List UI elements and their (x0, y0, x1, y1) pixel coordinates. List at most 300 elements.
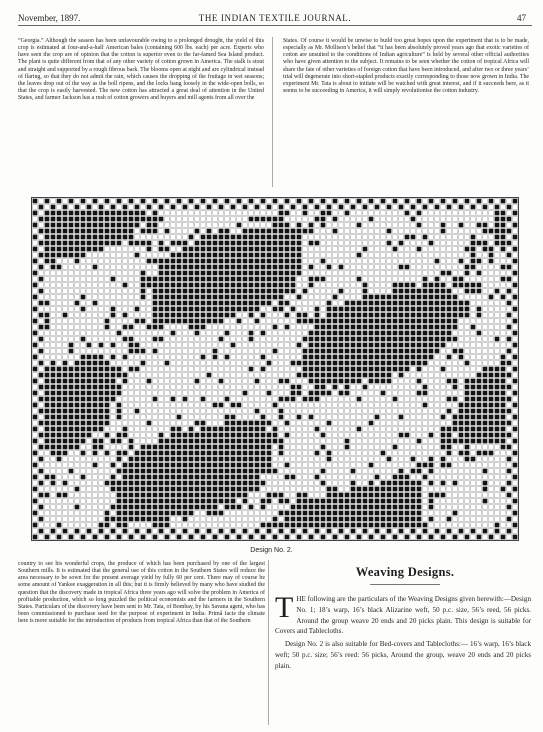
grid-cell (63, 499, 68, 504)
grid-cell (351, 463, 356, 468)
grid-cell (333, 379, 338, 384)
grid-cell (369, 499, 374, 504)
grid-cell (429, 217, 434, 222)
grid-cell (381, 313, 386, 318)
grid-cell (477, 235, 482, 240)
grid-cell (225, 343, 230, 348)
grid-cell (357, 235, 362, 240)
grid-cell (165, 391, 170, 396)
grid-cell (477, 205, 482, 210)
grid-cell (51, 469, 56, 474)
grid-cell (33, 433, 38, 438)
grid-cell (201, 367, 206, 372)
grid-cell (141, 457, 146, 462)
grid-cell (279, 295, 284, 300)
grid-cell (171, 253, 176, 258)
grid-cell (189, 241, 194, 246)
grid-cell (183, 217, 188, 222)
grid-cell (45, 265, 50, 270)
grid-cell (405, 385, 410, 390)
grid-cell (345, 337, 350, 342)
grid-cell (261, 529, 266, 534)
grid-cell (327, 211, 332, 216)
grid-cell (363, 481, 368, 486)
grid-cell (495, 505, 500, 510)
grid-cell (135, 391, 140, 396)
grid-cell (501, 517, 506, 522)
grid-cell (75, 535, 80, 540)
grid-cell (441, 289, 446, 294)
grid-cell (231, 475, 236, 480)
grid-cell (261, 517, 266, 522)
grid-cell (501, 289, 506, 294)
grid-cell (195, 367, 200, 372)
grid-cell (327, 253, 332, 258)
grid-cell (249, 487, 254, 492)
grid-cell (417, 499, 422, 504)
grid-cell (153, 517, 158, 522)
grid-cell (213, 475, 218, 480)
grid-cell (45, 391, 50, 396)
grid-cell (147, 415, 152, 420)
grid-cell (453, 283, 458, 288)
grid-cell (309, 475, 314, 480)
grid-cell (417, 427, 422, 432)
grid-cell (435, 253, 440, 258)
grid-cell (513, 301, 518, 306)
grid-cell (297, 457, 302, 462)
grid-cell (93, 445, 98, 450)
grid-cell (351, 217, 356, 222)
grid-cell (465, 265, 470, 270)
grid-cell (207, 301, 212, 306)
grid-cell (447, 211, 452, 216)
grid-cell (279, 373, 284, 378)
grid-cell (165, 325, 170, 330)
grid-cell (447, 199, 452, 204)
grid-cell (99, 337, 104, 342)
grid-cell (411, 523, 416, 528)
grid-cell (351, 349, 356, 354)
grid-cell (105, 481, 110, 486)
grid-cell (435, 451, 440, 456)
grid-cell (501, 385, 506, 390)
grid-cell (207, 391, 212, 396)
grid-cell (123, 265, 128, 270)
grid-cell (315, 403, 320, 408)
grid-cell (441, 211, 446, 216)
grid-cell (399, 493, 404, 498)
grid-cell (213, 493, 218, 498)
grid-cell (93, 253, 98, 258)
grid-cell (219, 529, 224, 534)
grid-cell (99, 283, 104, 288)
grid-cell (465, 529, 470, 534)
grid-cell (81, 385, 86, 390)
grid-cell (303, 499, 308, 504)
grid-cell (237, 493, 242, 498)
grid-cell (363, 259, 368, 264)
grid-cell (57, 391, 62, 396)
grid-cell (75, 397, 80, 402)
grid-cell (123, 217, 128, 222)
grid-cell (183, 391, 188, 396)
grid-cell (81, 355, 86, 360)
grid-cell (123, 403, 128, 408)
grid-cell (63, 427, 68, 432)
grid-cell (33, 325, 38, 330)
grid-cell (345, 379, 350, 384)
grid-cell (375, 367, 380, 372)
grid-cell (441, 421, 446, 426)
grid-cell (147, 235, 152, 240)
grid-cell (279, 379, 284, 384)
grid-cell (153, 433, 158, 438)
grid-cell (333, 295, 338, 300)
grid-cell (57, 259, 62, 264)
grid-cell (357, 307, 362, 312)
grid-cell (267, 211, 272, 216)
grid-cell (93, 493, 98, 498)
grid-cell (147, 211, 152, 216)
grid-cell (171, 277, 176, 282)
grid-cell (405, 475, 410, 480)
grid-cell (165, 349, 170, 354)
grid-cell (207, 409, 212, 414)
grid-cell (453, 445, 458, 450)
grid-cell (387, 391, 392, 396)
grid-cell (261, 385, 266, 390)
grid-cell (513, 271, 518, 276)
grid-cell (423, 511, 428, 516)
grid-cell (45, 433, 50, 438)
grid-cell (189, 271, 194, 276)
grid-cell (423, 463, 428, 468)
grid-cell (459, 469, 464, 474)
grid-cell (93, 367, 98, 372)
grid-cell (213, 295, 218, 300)
grid-cell (279, 367, 284, 372)
grid-cell (243, 493, 248, 498)
grid-cell (231, 391, 236, 396)
grid-cell (297, 523, 302, 528)
grid-cell (225, 205, 230, 210)
grid-cell (75, 205, 80, 210)
grid-cell (45, 331, 50, 336)
grid-cell (129, 313, 134, 318)
grid-cell (327, 289, 332, 294)
grid-cell (105, 397, 110, 402)
grid-cell (207, 529, 212, 534)
grid-cell (201, 427, 206, 432)
grid-cell (477, 211, 482, 216)
grid-cell (297, 313, 302, 318)
grid-cell (57, 445, 62, 450)
grid-cell (447, 493, 452, 498)
grid-cell (207, 457, 212, 462)
grid-cell (405, 337, 410, 342)
grid-cell (363, 535, 368, 540)
grid-cell (123, 457, 128, 462)
grid-cell (117, 505, 122, 510)
grid-cell (237, 451, 242, 456)
grid-cell (105, 409, 110, 414)
grid-cell (381, 523, 386, 528)
grid-cell (483, 301, 488, 306)
grid-cell (57, 235, 62, 240)
grid-cell (339, 229, 344, 234)
grid-cell (369, 403, 374, 408)
grid-cell (357, 223, 362, 228)
grid-cell (159, 211, 164, 216)
grid-cell (183, 271, 188, 276)
grid-cell (159, 535, 164, 540)
grid-cell (321, 421, 326, 426)
grid-cell (429, 337, 434, 342)
grid-cell (225, 211, 230, 216)
grid-cell (357, 361, 362, 366)
grid-cell (327, 319, 332, 324)
grid-cell (159, 301, 164, 306)
grid-cell (321, 523, 326, 528)
grid-cell (51, 427, 56, 432)
grid-cell (267, 217, 272, 222)
grid-cell (237, 325, 242, 330)
grid-cell (363, 469, 368, 474)
grid-cell (63, 415, 68, 420)
grid-cell (141, 205, 146, 210)
grid-cell (429, 421, 434, 426)
grid-cell (279, 217, 284, 222)
grid-cell (315, 247, 320, 252)
grid-cell (267, 457, 272, 462)
grid-cell (363, 301, 368, 306)
grid-cell (297, 421, 302, 426)
grid-cell (417, 223, 422, 228)
grid-cell (441, 331, 446, 336)
grid-cell (465, 325, 470, 330)
grid-cell (423, 325, 428, 330)
grid-cell (129, 385, 134, 390)
grid-cell (393, 247, 398, 252)
grid-cell (177, 283, 182, 288)
grid-cell (201, 475, 206, 480)
grid-cell (351, 499, 356, 504)
grid-cell (375, 427, 380, 432)
grid-cell (51, 199, 56, 204)
grid-cell (417, 385, 422, 390)
grid-cell (327, 523, 332, 528)
grid-cell (171, 355, 176, 360)
grid-cell (321, 487, 326, 492)
grid-cell (159, 325, 164, 330)
grid-cell (57, 511, 62, 516)
grid-cell (135, 361, 140, 366)
grid-cell (495, 457, 500, 462)
grid-cell (495, 379, 500, 384)
grid-cell (183, 337, 188, 342)
grid-cell (447, 487, 452, 492)
grid-cell (465, 445, 470, 450)
grid-cell (513, 355, 518, 360)
grid-cell (411, 493, 416, 498)
grid-cell (207, 307, 212, 312)
grid-cell (369, 211, 374, 216)
grid-cell (213, 229, 218, 234)
grid-cell (279, 535, 284, 540)
grid-cell (255, 373, 260, 378)
grid-cell (165, 517, 170, 522)
grid-cell (483, 451, 488, 456)
grid-cell (33, 319, 38, 324)
grid-cell (45, 535, 50, 540)
grid-cell (315, 217, 320, 222)
grid-cell (507, 427, 512, 432)
grid-cell (225, 457, 230, 462)
grid-cell (135, 313, 140, 318)
grid-cell (93, 313, 98, 318)
grid-cell (273, 415, 278, 420)
grid-cell (297, 511, 302, 516)
grid-cell (213, 319, 218, 324)
grid-cell (231, 313, 236, 318)
grid-cell (171, 247, 176, 252)
grid-cell (117, 295, 122, 300)
grid-cell (165, 397, 170, 402)
grid-cell (273, 331, 278, 336)
grid-cell (87, 379, 92, 384)
grid-cell (387, 223, 392, 228)
grid-cell (501, 331, 506, 336)
grid-cell (57, 505, 62, 510)
grid-cell (279, 277, 284, 282)
grid-cell (405, 391, 410, 396)
grid-cell (435, 229, 440, 234)
grid-cell (87, 301, 92, 306)
grid-cell (153, 205, 158, 210)
grid-cell (387, 271, 392, 276)
grid-cell (201, 271, 206, 276)
grid-cell (459, 439, 464, 444)
grid-cell (57, 217, 62, 222)
grid-cell (357, 439, 362, 444)
grid-cell (423, 223, 428, 228)
grid-cell (399, 217, 404, 222)
grid-cell (249, 499, 254, 504)
grid-cell (321, 271, 326, 276)
grid-cell (213, 463, 218, 468)
grid-cell (471, 337, 476, 342)
grid-cell (135, 283, 140, 288)
grid-cell (207, 319, 212, 324)
grid-cell (93, 529, 98, 534)
grid-cell (357, 211, 362, 216)
grid-cell (105, 463, 110, 468)
grid-cell (225, 385, 230, 390)
grid-cell (213, 487, 218, 492)
grid-cell (297, 229, 302, 234)
grid-cell (369, 283, 374, 288)
grid-cell (273, 391, 278, 396)
grid-cell (369, 481, 374, 486)
grid-cell (279, 301, 284, 306)
grid-cell (51, 439, 56, 444)
grid-cell (189, 349, 194, 354)
grid-cell (135, 397, 140, 402)
grid-cell (159, 469, 164, 474)
grid-cell (171, 229, 176, 234)
grid-cell (45, 229, 50, 234)
grid-cell (279, 289, 284, 294)
grid-cell (501, 373, 506, 378)
grid-cell (435, 247, 440, 252)
grid-cell (207, 373, 212, 378)
grid-cell (225, 439, 230, 444)
grid-cell (303, 349, 308, 354)
grid-cell (465, 307, 470, 312)
grid-cell (453, 277, 458, 282)
grid-cell (513, 325, 518, 330)
grid-cell (279, 205, 284, 210)
grid-cell (171, 529, 176, 534)
grid-cell (243, 211, 248, 216)
grid-cell (333, 325, 338, 330)
grid-cell (393, 313, 398, 318)
grid-cell (351, 319, 356, 324)
grid-cell (435, 325, 440, 330)
grid-cell (111, 505, 116, 510)
grid-cell (249, 301, 254, 306)
grid-cell (435, 289, 440, 294)
grid-cell (357, 505, 362, 510)
grid-cell (63, 343, 68, 348)
grid-cell (333, 481, 338, 486)
grid-cell (267, 367, 272, 372)
grid-cell (375, 457, 380, 462)
grid-cell (405, 505, 410, 510)
grid-cell (111, 229, 116, 234)
grid-cell (303, 253, 308, 258)
grid-cell (267, 265, 272, 270)
grid-cell (105, 433, 110, 438)
grid-cell (207, 259, 212, 264)
grid-cell (135, 271, 140, 276)
grid-cell (291, 505, 296, 510)
grid-cell (465, 415, 470, 420)
grid-cell (237, 529, 242, 534)
grid-cell (513, 319, 518, 324)
grid-cell (153, 415, 158, 420)
grid-cell (351, 253, 356, 258)
grid-cell (483, 289, 488, 294)
grid-cell (87, 217, 92, 222)
grid-cell (255, 499, 260, 504)
grid-cell (351, 331, 356, 336)
grid-cell (501, 475, 506, 480)
grid-cell (117, 517, 122, 522)
grid-cell (285, 403, 290, 408)
grid-cell (45, 505, 50, 510)
grid-cell (231, 343, 236, 348)
grid-cell (153, 535, 158, 540)
grid-cell (447, 349, 452, 354)
grid-cell (423, 433, 428, 438)
grid-cell (99, 391, 104, 396)
grid-cell (459, 343, 464, 348)
grid-cell (243, 529, 248, 534)
grid-cell (339, 451, 344, 456)
grid-cell (507, 409, 512, 414)
